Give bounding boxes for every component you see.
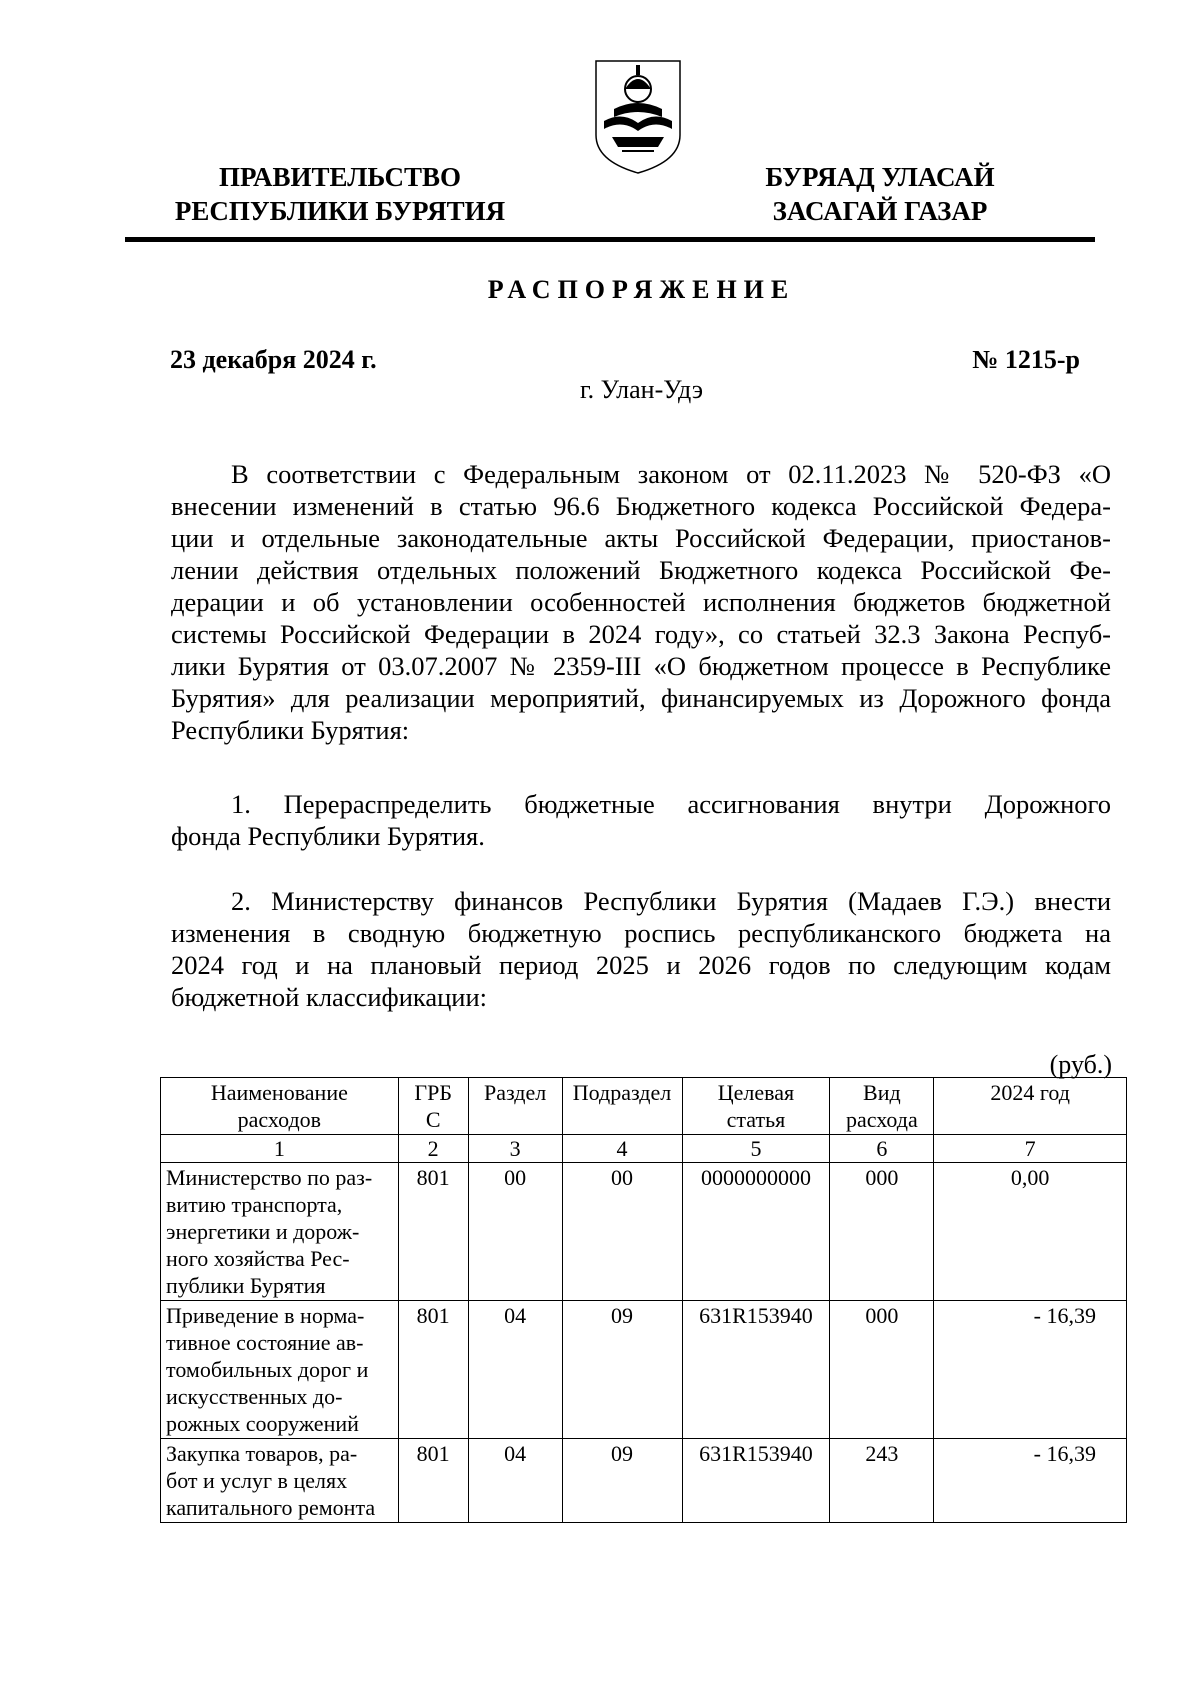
text-line: 2024 год и на плановый период 2025 и 2026 годов по следующим кодам [171, 950, 1111, 980]
text-line: лики Бурятия от 03.07.2007 № 2359-III «О бюджетном процессе в Республике [171, 651, 1111, 681]
table-row [161, 1301, 1127, 1439]
table-row [161, 1163, 1127, 1301]
issuer-line-2: РЕСПУБЛИКИ БУРЯТИЯ [174, 196, 506, 226]
expense-name-cell: Приведение в норма- тивное состояние ав- томобильных дорог и искусственных до- рожных сооружений [161, 1301, 399, 1439]
budget-table [160, 1077, 1127, 1523]
header-target: Целевая статья [682, 1078, 830, 1135]
coat-of-arms-emblem [592, 57, 684, 175]
text-line: фонда Республики Бурятия. [171, 821, 485, 851]
header-grbs: ГРБ С [398, 1078, 468, 1135]
issuer-buryat-line-2: ЗАСАГАЙ ГАЗАР [772, 196, 988, 226]
text-line: внесении изменений в статью 96.6 Бюджетного кодекса Российской Федера- [171, 491, 1111, 521]
index-cell: 2 [398, 1135, 468, 1163]
expense-name-cell: Закупка товаров, ра- бот и услуг в целях капитального ремонта [161, 1439, 399, 1523]
issuer-line-1: ПРАВИТЕЛЬСТВО [218, 162, 462, 192]
preamble-paragraph [171, 458, 1111, 746]
index-cell: 7 [934, 1135, 1127, 1163]
grbs-cell: 801 [398, 1163, 468, 1301]
issuer-buryat-line-1: БУРЯАД УЛАСАЙ [765, 162, 995, 192]
document-city: г. Улан-Удэ [579, 375, 704, 404]
kind-cell: 000 [830, 1301, 934, 1439]
table-header-row [161, 1078, 1127, 1135]
text-line: Республики Бурятия: [171, 715, 410, 745]
issuer-name-buryat [720, 160, 1040, 228]
document-title: РАСПОРЯЖЕНИЕ [487, 275, 796, 304]
text-line: Бурятия» для реализации мероприятий, финансируемых из Дорожного фонда [171, 683, 1111, 713]
amount-cell: 0,00 [934, 1163, 1127, 1301]
text-line: дерации и об установлении особенностей исполнения бюджетов бюджетной [171, 587, 1111, 617]
text-line: 2. Министерству финансов Республики Бурятия (Мадаев Г.Э.) внести [231, 886, 1111, 916]
clause-2-paragraph [171, 885, 1111, 1013]
table-row [161, 1439, 1127, 1523]
amount-cell: - 16,39 [934, 1439, 1127, 1523]
header-subsection: Подраздел [562, 1078, 682, 1135]
text-line: В соответствии с Федеральным законом от 02.11.2023 № 520-ФЗ «О [231, 459, 1111, 489]
header-kind: Вид расхода [830, 1078, 934, 1135]
section-cell: 00 [468, 1163, 562, 1301]
subsection-cell: 09 [562, 1439, 682, 1523]
target-cell: 0000000000 [682, 1163, 830, 1301]
header-section: Раздел [468, 1078, 562, 1135]
document-number: № 1215-р [972, 345, 1080, 374]
kind-cell: 000 [830, 1163, 934, 1301]
subsection-cell: 00 [562, 1163, 682, 1301]
grbs-cell: 801 [398, 1439, 468, 1523]
index-cell: 4 [562, 1135, 682, 1163]
text-line: системы Российской Федерации в 2024 году», со статьей 32.3 Закона Респуб- [171, 619, 1111, 649]
section-cell: 04 [468, 1439, 562, 1523]
grbs-cell: 801 [398, 1301, 468, 1439]
header-divider [125, 237, 1095, 242]
issuer-name-russian [150, 160, 530, 228]
expense-name-cell: Министерство по раз- витию транспорта, энергетики и дорож- ного хозяйства Рес- публики Бурятия [161, 1163, 399, 1301]
target-cell: 631R153940 [682, 1439, 830, 1523]
header-year: 2024 год [934, 1078, 1127, 1135]
document-date: 23 декабря 2024 г. [170, 345, 377, 374]
subsection-cell: 09 [562, 1301, 682, 1439]
index-cell: 3 [468, 1135, 562, 1163]
currency-unit-label: (руб.) [1049, 1050, 1112, 1079]
header-name: Наименование расходов [161, 1078, 399, 1135]
target-cell: 631R153940 [682, 1301, 830, 1439]
kind-cell: 243 [830, 1439, 934, 1523]
text-line: лении действия отдельных положений Бюджетного кодекса Российской Фе- [171, 555, 1111, 585]
amount-cell: - 16,39 [934, 1301, 1127, 1439]
table-index-row [161, 1135, 1127, 1163]
text-line: бюджетной классификации: [171, 982, 488, 1012]
index-cell: 5 [682, 1135, 830, 1163]
text-line: изменения в сводную бюджетную роспись республиканского бюджета на [171, 918, 1111, 948]
text-line: ции и отдельные законодательные акты Российской Федерации, приостанов- [171, 523, 1111, 553]
index-cell: 1 [161, 1135, 399, 1163]
clause-1-paragraph [171, 788, 1111, 852]
text-line: 1. Перераспределить бюджетные ассигнования внутри Дорожного [231, 789, 1111, 819]
index-cell: 6 [830, 1135, 934, 1163]
section-cell: 04 [468, 1301, 562, 1439]
